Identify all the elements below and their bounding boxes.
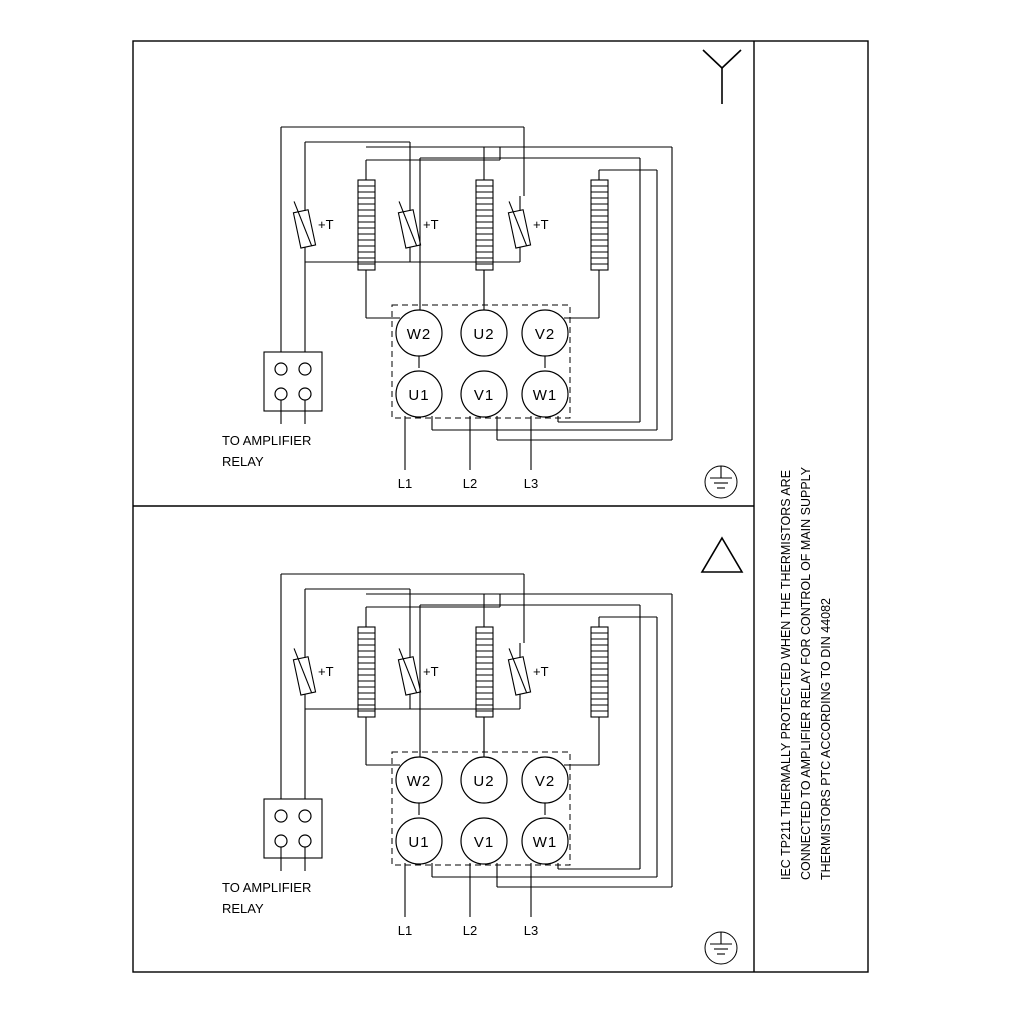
delta-symbol-icon: [702, 538, 742, 572]
thermistor-1: [293, 196, 333, 262]
side-note-line-2: CONNECTED TO AMPLIFIER RELAY FOR CONTROL OF MAIN SUPPLY: [799, 466, 813, 880]
earth-ground-icon: [705, 466, 737, 498]
amplifier-label-line-1: TO AMPLIFIER: [222, 433, 312, 448]
wye-symbol-icon: [703, 50, 741, 104]
amplifier-label-line-2-delta: RELAY: [222, 901, 264, 916]
terminal-v2-delta: V2: [534, 773, 556, 790]
motor-coil-1: [358, 160, 375, 305]
supply-label-l2-delta: L2: [462, 923, 478, 938]
panel-star: [222, 50, 741, 498]
supply-label-l1: L1: [397, 476, 413, 491]
thermistor-label-1-delta: +T: [318, 664, 334, 679]
side-note-line-3: THERMISTORS PTC ACCORDING TO DIN 44082: [819, 597, 833, 880]
terminal-row-bottom-delta: [396, 818, 568, 864]
supply-label-l3: L3: [523, 476, 539, 491]
supply-label-l3-delta: L3: [523, 923, 539, 938]
motor-coil-3: [591, 170, 608, 300]
terminal-w2-delta: W2: [406, 773, 432, 790]
earth-ground-icon-2: [705, 932, 737, 964]
thermistor-1-delta: [293, 643, 333, 709]
terminal-v2: V2: [534, 326, 556, 343]
amplifier-terminal-block-delta: [264, 799, 322, 871]
motor-coil-3-delta: [591, 617, 608, 747]
thermistor-label-3: +T: [533, 217, 549, 232]
supply-label-l1-delta: L1: [397, 923, 413, 938]
terminal-u2-delta: U2: [473, 773, 495, 790]
terminal-u1-delta: U1: [408, 834, 430, 851]
supply-label-l2: L2: [462, 476, 478, 491]
star-wiring: [366, 147, 672, 470]
terminal-v1: V1: [473, 387, 495, 404]
thermistor-label-3-delta: +T: [533, 664, 549, 679]
amplifier-label-line-1-delta: TO AMPLIFIER: [222, 880, 312, 895]
terminal-row-top: [396, 310, 568, 356]
terminal-u1: U1: [408, 387, 430, 404]
delta-wiring: [366, 594, 672, 917]
amplifier-terminal-block: [264, 352, 322, 424]
motor-coil-1-delta: [358, 607, 375, 752]
thermistor-3-delta: [508, 643, 548, 709]
terminal-w2: W2: [406, 326, 432, 343]
amplifier-label-line-2: RELAY: [222, 454, 264, 469]
terminal-row-bottom: [396, 371, 568, 417]
terminal-row-top-delta: [396, 757, 568, 803]
terminal-w1: W1: [532, 387, 558, 404]
thermistor-label-2: +T: [423, 217, 439, 232]
panel-delta: [222, 538, 742, 964]
thermistor-label-2-delta: +T: [423, 664, 439, 679]
thermistor-2-delta: [398, 643, 438, 709]
thermistor-3: [508, 196, 548, 262]
side-note: [779, 466, 833, 880]
terminal-v1-delta: V1: [473, 834, 495, 851]
side-note-line-1: IEC TP211 THERMALLY PROTECTED WHEN THE THERMISTORS ARE: [779, 469, 793, 880]
terminal-u2: U2: [473, 326, 495, 343]
thermistor-2: [398, 196, 438, 262]
terminal-w1-delta: W1: [532, 834, 558, 851]
thermistor-label-1: +T: [318, 217, 334, 232]
